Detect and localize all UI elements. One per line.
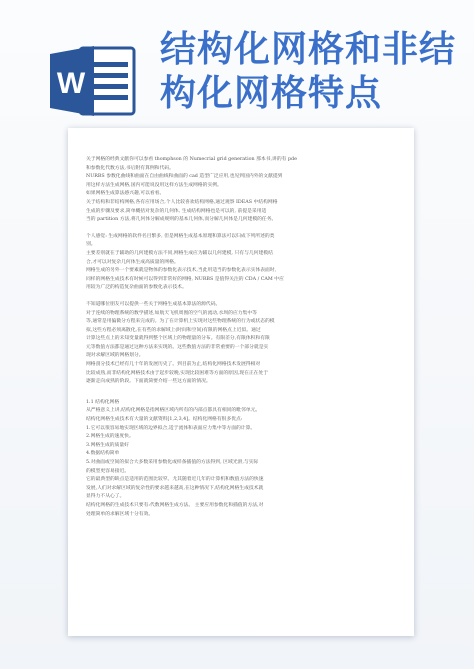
text-line: 发展,人们对求解区域的复杂性的要求越来越高,在这种情况下,结构化网格生成技术就 xyxy=(86,485,264,491)
paragraph-block-3 xyxy=(86,301,398,387)
list-item: 5.对曲面或空间的拟合大多数采用参数化或样条插值的方法得到, 区域光滑,与实际 xyxy=(86,460,259,465)
word-logo-letter: W xyxy=(56,67,86,100)
text-line: 关于网格的经典文献你可以参看 thomphson 的 Numecrial grid generation 那本书,讲的有 pde xyxy=(86,157,297,162)
text-line: 元等数值方法都是通过这种方法来实现的。这些数值方法的非常重要的一个部分就是实 xyxy=(86,344,269,350)
text-line: 别。 xyxy=(86,242,96,248)
text-line: 结构化网格生成技术有大量的文献资料[1,2,3,4]。结构化网格有很多优点: xyxy=(86,417,243,423)
text-line: 个人感觉: 生成网格的软件名目繁多, 但是网格生成基本原理和算法可以归成下列所述的类 xyxy=(86,233,275,239)
list-item: 2.网格生成的速度快。 xyxy=(86,434,134,440)
text-line: 拟,这些方程必须离散化,在有些的求解域上(时间和空间)有限的网格点上近似。通过 xyxy=(86,327,261,333)
text-line: 当的 partition 方法,将几何体分解成规则的基本几何体,而分解几何体是几何建模的任务。 xyxy=(86,217,277,223)
text-line: 等,通常是用偏微分方程来完成的。为了在计算机上实现对这些物理系统的行为或状态的模 xyxy=(86,319,275,325)
text-line: 现对求解区域的网格划分。 xyxy=(86,353,144,359)
word-logo-icon xyxy=(50,44,136,118)
text-line: 的模型更容易接近。 xyxy=(86,468,130,474)
text-line: 用这样方法生成网格,国内可能说没用这样方法生成网格的实例。 xyxy=(86,182,222,188)
paragraph-block-2 xyxy=(86,233,398,293)
text-line: 对于连续的物理系统的数学描述,如航天飞机周围的空气的流动,水坝的应力集中等 xyxy=(86,310,257,316)
list-item: 3.网格生成的质量好 xyxy=(86,442,129,448)
text-line: 主要差别就在于辅助的几何建模方法不同,网格生成应为辅以几何建模, 只有与几何建模结 xyxy=(86,250,273,256)
text-line: 逐渐走向成熟的阶段。下面就简要介绍一些这方面的情况。 xyxy=(86,379,211,385)
text-line: 显得力不从心了。 xyxy=(86,494,125,500)
spacer xyxy=(86,387,398,395)
spacer xyxy=(86,293,398,301)
text-line: 计算这些点上的未知变量就得到整个区域上的物理量的分布。有限差分,有限体积和有限 xyxy=(86,336,270,342)
list-item: 4.数据结构简单 xyxy=(86,451,120,457)
text-line: 从严格意义上讲,结构化网格是指网格区域内所有的内部点都具有相同的毗邻单元。 xyxy=(86,408,261,414)
text-line: 结构化网格的生成技术只要有:代数网格生成方法。 主要应用参数化和插值的方法,对 xyxy=(86,502,264,508)
page-title xyxy=(160,28,460,116)
document-page xyxy=(68,128,414,636)
text-line: 用较为广泛的构造复杂曲面的参数化表示技术。 xyxy=(86,285,187,291)
text-line: 合,才可以对复杂几何体生成高质量的网格。 xyxy=(86,259,179,265)
text-line: 和参数化代数方法,书后附有算例和代码。 xyxy=(86,165,174,171)
document-body xyxy=(86,156,398,519)
text-line: 如果网格生成算法感兴趣,可以看看。 xyxy=(86,191,165,197)
title-line-1: 结构化网格和非结 xyxy=(160,29,457,70)
text-line: 生成的步骤及要求,简单概括对复杂的几何体, 生成结构网格也是可以的, 前提是采用适 xyxy=(86,208,267,214)
text-line: 网格生成的另外一个要素就是物体的参数化表示技术,当此用适当的参数化表示实体表面时, xyxy=(86,268,277,274)
spacer xyxy=(86,225,398,233)
text-line: 同样的网格生成技术有时候可以得到非常好的网格, NURBS 是值得关注的 CDA / CAM 中应 xyxy=(86,276,284,282)
text-line: 网格剖分技术已经有几十年的发展历史了。到目前为止,结构化网格技术发展得相对 xyxy=(86,362,261,368)
text-line: NURBS 参数化曲线和曲面在自由曲线和曲面的 cad 造型广泛应用,也见到国内外的文献提到 xyxy=(86,174,283,180)
section-heading: 1.1 结构化网格 xyxy=(86,399,120,405)
title-line-2: 构化网格特点 xyxy=(160,73,383,114)
list-item: 1.它可以很容易地实现区域的边界拟合,适于流体和表面应力集中等方面的计算。 xyxy=(86,425,256,431)
text-line: 处理简单的求解区域十分有效。 xyxy=(86,511,154,517)
text-line: 不知道哪位朋友可以提供一些关于网格生成基本算法的源代码。 xyxy=(86,301,221,307)
paragraph-block-4 xyxy=(86,399,398,519)
text-line: 比较成熟,而非结构化网格技术由于起步较晚,实现比较困难等方面的原因,现在正在处于 xyxy=(86,370,269,376)
text-line: 关于结构和非结构网格,各有应用场合,个人比较喜欢结构网格,通过观察 IDEAS 中结构网格 xyxy=(86,199,278,205)
paragraph-block-1 xyxy=(86,156,398,225)
text-line: 它的最典型的缺点是适用的范围比较窄。尤其随着近几年的计算机和数值方法的快速 xyxy=(86,477,264,483)
